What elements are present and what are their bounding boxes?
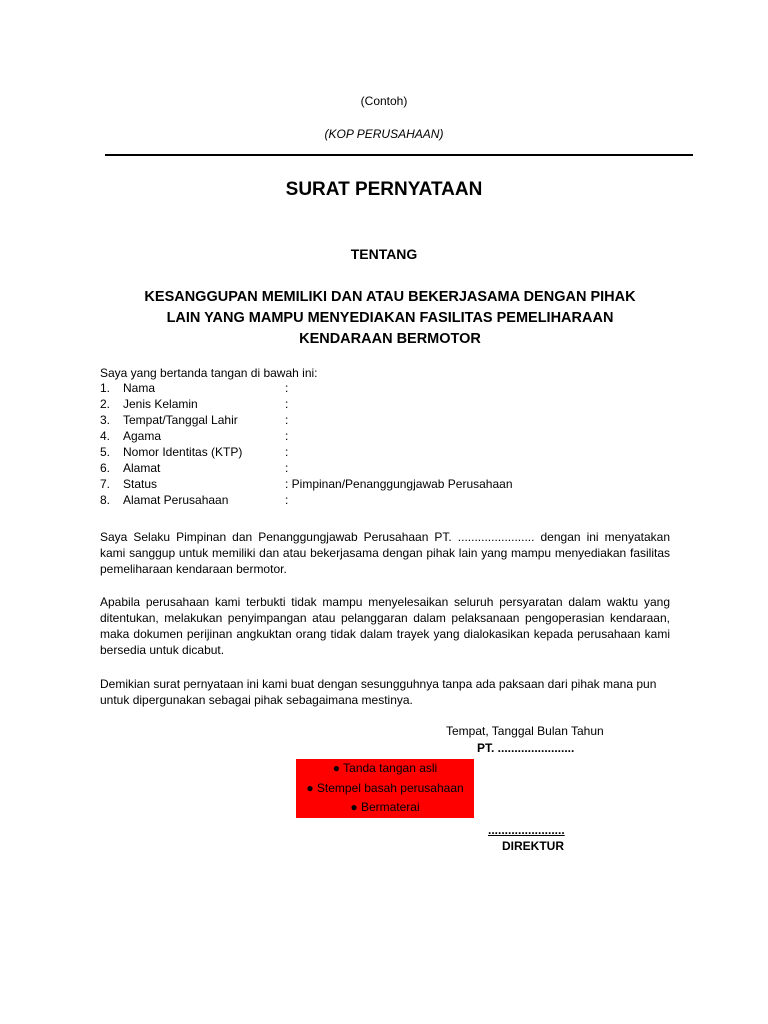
intro-text: Saya yang bertanda tangan di bawah ini: — [100, 366, 318, 380]
field-value: : — [285, 461, 289, 475]
company-name-line: PT. ....................... — [477, 741, 575, 755]
field-row-jenis-kelamin — [100, 397, 670, 413]
field-value: : — [285, 381, 289, 395]
requirement-item: ● Stempel basah perusahaan — [306, 780, 464, 795]
field-row-alamat — [100, 461, 670, 477]
statement-paragraph: Saya Selaku Pimpinan dan Penanggungjawab Perusahaan PT. ....................... dengan ini menyatakan kami sanggup untuk memiliki dan atau bekerjasama dengan pihak lain yang mampu menyediakan fasilitas pemeliharaan kendaraan bermotor. — [100, 530, 670, 576]
field-number: 6. — [100, 461, 111, 475]
field-value: : — [285, 413, 289, 427]
field-value: : Pimpinan/Penanggungjawab Perusahaan — [285, 477, 513, 491]
field-value: : — [285, 429, 289, 443]
field-number: 2. — [100, 397, 111, 411]
field-number: 1. — [100, 381, 111, 395]
closing-paragraph: Demikian surat pernyataan ini kami buat dengan sesungguhnya tanpa ada paksaan dari pihak mana pun untuk dipergunakan sebagai pihak sebagaimana mestinya. — [100, 677, 657, 707]
signatory-role: DIREKTUR — [502, 839, 564, 853]
field-row-status — [100, 477, 670, 493]
requirement-item: ● Bermaterai — [350, 800, 420, 814]
field-label: Status — [123, 477, 158, 491]
sample-label: (Contoh) — [360, 94, 408, 108]
field-row-tempat-tanggal-lahir — [100, 413, 670, 429]
place-date-line: Tempat, Tanggal Bulan Tahun — [446, 724, 604, 738]
field-number: 3. — [100, 413, 111, 427]
subject-text — [110, 287, 670, 350]
company-letterhead-placeholder: (KOP PERUSAHAAN) — [324, 127, 444, 141]
subject-line: LAIN YANG MAMPU MENYEDIAKAN FASILITAS PEMELIHARAAN — [166, 310, 614, 326]
field-label: Alamat Perusahaan — [123, 493, 229, 507]
sanction-paragraph: Apabila perusahaan kami terbukti tidak mampu menyelesaikan seluruh persyaratan dalam waktu yang ditentukan, melakukan penyimpangan atau pelanggaran dalam pelaksanaan pengoperasian kendaraan, maka dokumen perijinan angkuktan orang tidak dalam trayek yang dialokasikan kepada perusahaan kami bersedia untuk dicabut. — [100, 595, 670, 657]
subject-line: KENDARAAN BERMOTOR — [299, 331, 481, 347]
field-number: 8. — [100, 493, 111, 507]
field-number: 4. — [100, 429, 111, 443]
field-row-nomor-identitas — [100, 445, 670, 461]
field-label: Nama — [123, 381, 156, 395]
field-number: 5. — [100, 445, 111, 459]
field-row-alamat-perusahaan — [100, 493, 670, 509]
field-label: Nomor Identitas (KTP) — [123, 445, 243, 459]
field-value: : — [285, 397, 289, 411]
field-number: 7. — [100, 477, 111, 491]
field-row-agama — [100, 429, 670, 445]
field-value: : — [285, 493, 289, 507]
requirement-item: ● Tanda tangan asli — [332, 761, 438, 775]
field-label: Alamat — [123, 461, 161, 475]
field-label: Tempat/Tanggal Lahir — [123, 413, 238, 427]
document-title: SURAT PERNYATAAN — [285, 179, 483, 200]
subject-heading: TENTANG — [350, 246, 418, 262]
identity-field-list — [100, 381, 670, 509]
signatory-name-placeholder: ....................... — [488, 823, 565, 837]
subject-line: KESANGGUPAN MEMILIKI DAN ATAU BEKERJASAMA DENGAN PIHAK — [144, 289, 636, 305]
field-row-nama — [100, 381, 670, 397]
field-label: Agama — [123, 429, 162, 443]
field-value: : — [285, 445, 289, 459]
signature-requirements-box — [296, 759, 474, 818]
header-divider — [105, 154, 693, 156]
field-label: Jenis Kelamin — [123, 397, 198, 411]
